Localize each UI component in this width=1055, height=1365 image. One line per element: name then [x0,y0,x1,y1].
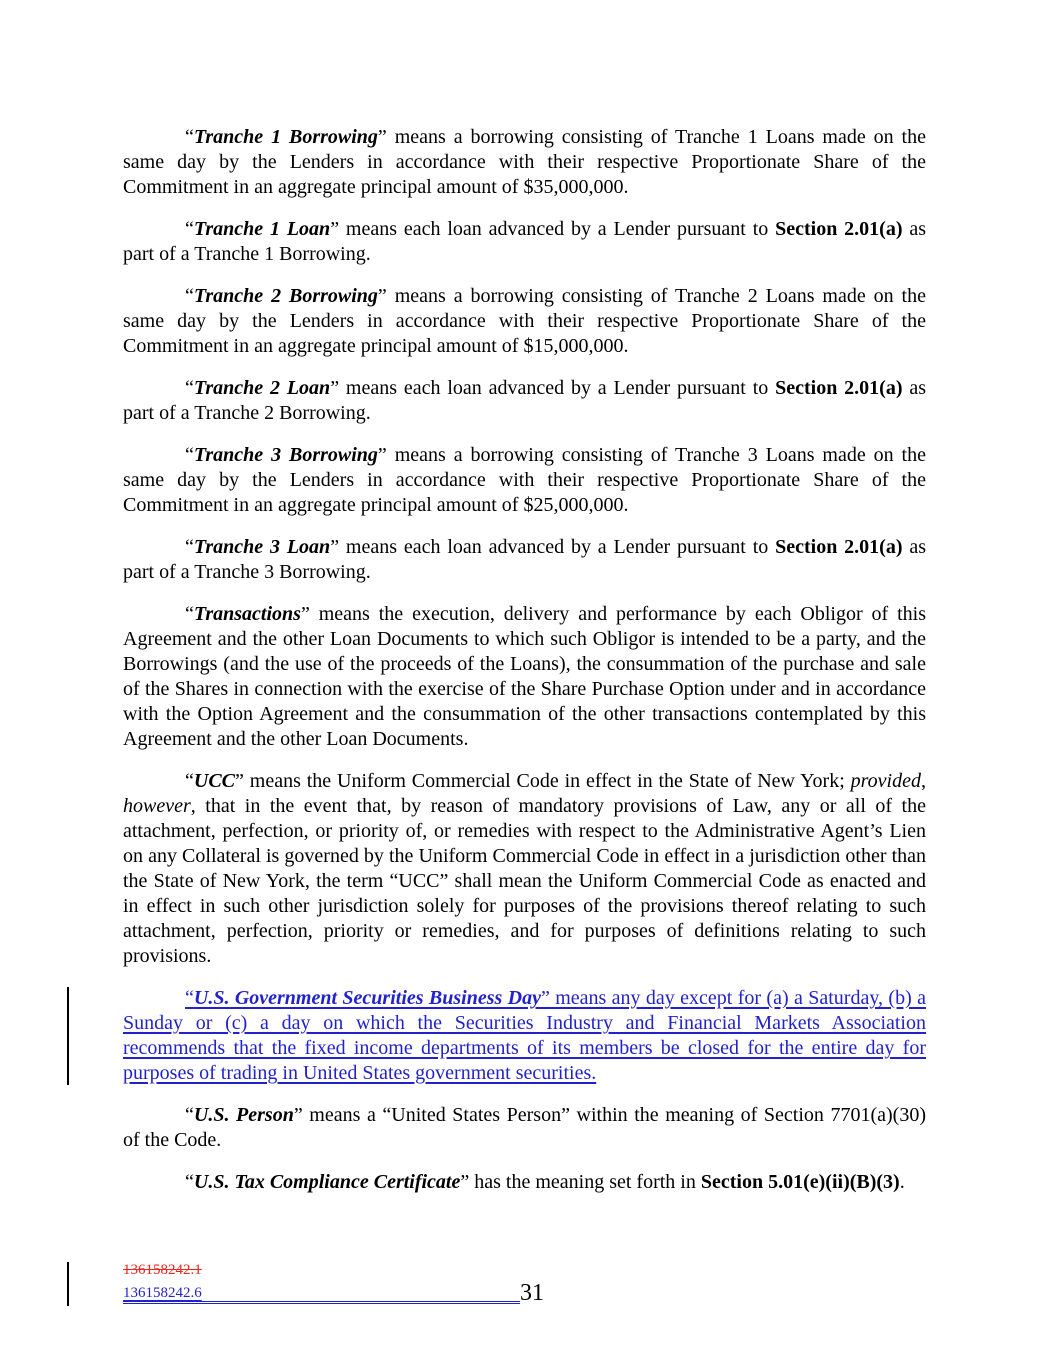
text-run: Tranche 1 Borrowing [193,126,378,148]
definition-us-person [123,1103,926,1153]
text-run: provided [850,770,921,792]
text-run: as part of a Tranche 1 Borrowing. [123,218,927,265]
definition-us-government-securities-business-day [123,986,926,1086]
footer-deleted-line [123,1260,926,1281]
definition-ucc [123,769,926,969]
text-run: Transactions [193,603,301,625]
definition-us-tax-compliance-certificate [123,1170,926,1195]
text-run: ” means each loan advanced by a Lender pursuant to [330,536,776,558]
text-run: ” means the execution, delivery and performance by each Obligor of this Agreement and the other Loan Documents to which such Obligor is intended to be a party, and the Borrowings (and the use of the proceeds of the Loans), the consummation of the purchase and sale of the Shares in connection with the exercise of the Share Purchase Option under and in accordance with the Option Agreement and the consummation of the other transactions contemplated by this Agreement and the other Loan Documents. [123,603,926,750]
definition-transactions [123,602,926,752]
text-run: . [899,1171,905,1193]
text-run: “ [185,126,194,148]
text-run: Tranche 3 Loan [193,536,331,558]
change-bar [67,1262,69,1306]
text-run: “ [185,218,194,240]
text-run: ” means a “United States Person” within the meaning of Section 7701(a)(30) of the Code. [123,1104,926,1151]
text-run: ” means a borrowing consisting of Tranche 1 Loans made on the same day by the Lenders in accordance with their respective Proportionate Share of the Commitment in an aggregate principal amount of $35,000,000. [123,126,926,198]
text-run: U.S. Government Securities Business Day [193,987,541,1009]
text-run: Tranche 2 Borrowing [193,285,378,307]
text-run: Section 5.01(e)(ii)(B)(3) [700,1171,900,1193]
text-run: “ [185,770,194,792]
document-footer [123,1260,926,1309]
text-run: however [123,795,191,817]
text-run: Tranche 2 Loan [193,377,331,399]
inserted-document-ref: 136158242.6 [123,1285,202,1301]
definition-tranche-3-borrowing [123,443,926,518]
text-run: Section 2.01(a) [775,218,903,240]
text-run: “ [185,536,194,558]
text-run: “ [185,987,194,1009]
text-run: ” has the meaning set forth in [460,1171,701,1193]
definition-tranche-3-loan [123,535,926,585]
text-run: “ [185,603,194,625]
text-run: as part of a Tranche 2 Borrowing. [123,377,927,424]
text-run: U.S. Person [193,1104,294,1126]
text-run: ” means any day except for (a) a Saturday, (b) a Sunday or (c) a day on which the Securities Industry and Financial Markets Association recommends that the fixed income departments of its members be closed for the entire day for purposes of trading in United States government securities. [123,987,926,1084]
text-run: ” means each loan advanced by a Lender pursuant to [330,218,776,240]
text-run: U.S. Tax Compliance Certificate [193,1171,461,1193]
text-run: ” means each loan advanced by a Lender pursuant to [330,377,776,399]
text-run: as part of a Tranche 3 Borrowing. [123,536,927,583]
definition-tranche-1-borrowing [123,125,926,200]
deleted-document-ref: 136158242.1 [123,1262,202,1278]
text-run: Tranche 3 Borrowing [193,444,378,466]
document-body [123,125,926,1212]
text-run: Section 2.01(a) [775,536,903,558]
definition-tranche-2-loan [123,376,926,426]
text-run: ” means a borrowing consisting of Tranche 2 Loans made on the same day by the Lenders in accordance with their respective Proportionate Share of the Commitment in an aggregate principal amount of $15,000,000. [123,285,926,357]
text-run: ” means the Uniform Commercial Code in effect in the State of New York; [235,770,851,792]
change-bar [67,987,69,1085]
text-run: Section 2.01(a) [775,377,903,399]
text-run: “ [185,444,194,466]
definition-tranche-1-loan [123,217,926,267]
text-run: Tranche 1 Loan [193,218,331,240]
text-run: , that in the event that, by reason of mandatory provisions of Law, any or all of the attachment, perfection, or priority of, or remedies with respect to the Administrative Agent’s Lien on any Collateral is governed by the Uniform Commercial Code in effect in a jurisdiction other than the State of New York, the term “UCC” shall mean the Uniform Commercial Code as enacted and in effect in such other jurisdiction solely for purposes of the provisions thereof relating to such attachment, perfection, priority or remedies, and for purposes of definitions relating to such provisions. [123,795,926,967]
text-run: UCC [193,770,236,792]
definition-tranche-2-borrowing [123,284,926,359]
text-run: “ [185,1104,194,1126]
footer-inserted-line [123,1280,926,1309]
text-run: , [921,770,926,792]
text-run: ” means a borrowing consisting of Tranche 3 Loans made on the same day by the Lenders in accordance with their respective Proportionate Share of the Commitment in an aggregate principal amount of $25,000,000. [123,444,926,516]
page-number: 31 [520,1280,544,1306]
text-run: “ [185,1171,194,1193]
text-run: “ [185,377,194,399]
text-run: “ [185,285,194,307]
